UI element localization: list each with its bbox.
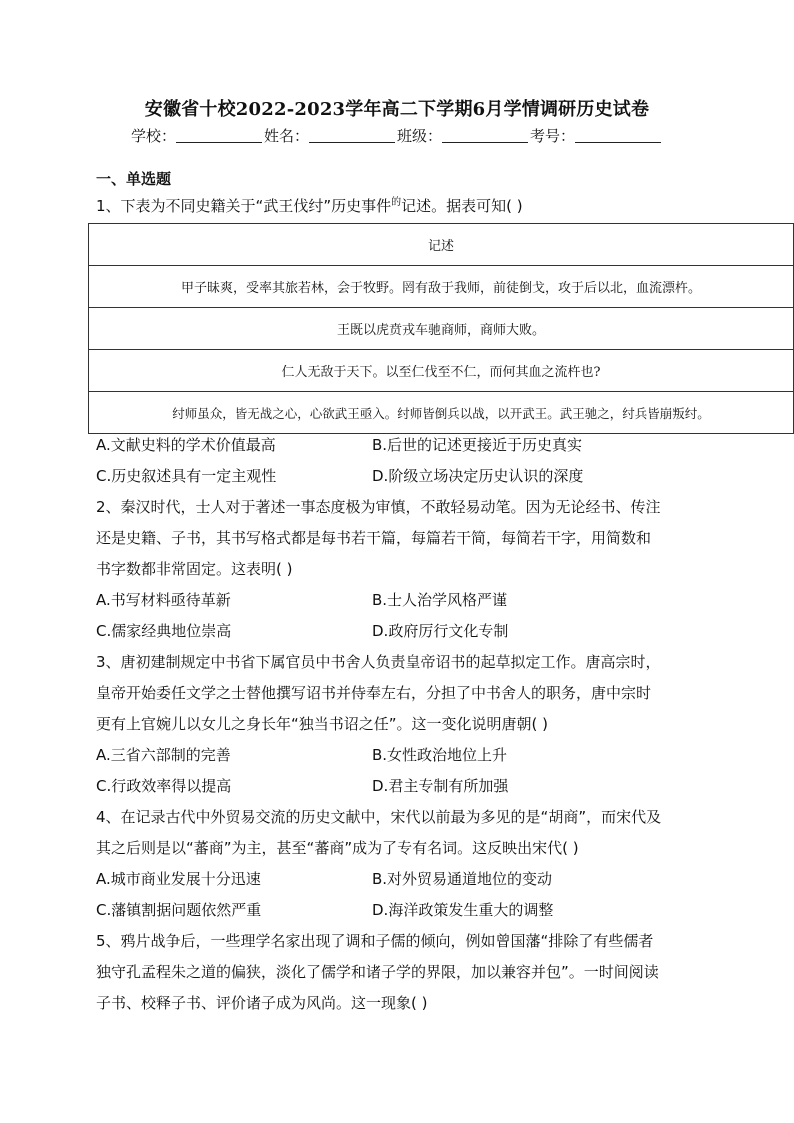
question-5-line: 独守孔孟程朱之道的偏狭，淡化了儒学和诸子学的界限，加以兼容并包”。一时间阅读 bbox=[96, 963, 659, 981]
name-label: 姓名： bbox=[263, 127, 309, 145]
option-d[interactable]: D.君主专制有所加强 bbox=[372, 777, 509, 795]
name-blank bbox=[309, 126, 395, 143]
question-4-options bbox=[96, 864, 716, 926]
question-2-line: 2、秦汉时代，士人对于著述一事态度极为审慎，不敢轻易动笔。因为无论经书、传注 bbox=[96, 498, 661, 516]
table-header-row bbox=[89, 224, 794, 266]
option-row bbox=[96, 864, 716, 895]
option-row bbox=[96, 616, 716, 647]
option-b[interactable]: B.女性政治地位上升 bbox=[372, 746, 508, 764]
question-3-line: 更有上官婉儿以女儿之身长年“独当书诏之任”。这一变化说明唐朝( ) bbox=[96, 715, 549, 733]
page-title: 安徽省十校2022-2023学年高二下学期6月学情调研历史试卷 bbox=[144, 99, 650, 120]
question-2-line: 还是史籍、子书，其书写格式都是每书若干篇，每篇若干简，每简若干字，用简数和 bbox=[96, 529, 652, 547]
table-row bbox=[89, 308, 794, 350]
question-3-line: 皇帝开始委任文学之士替他撰写诏书并侍奉左右，分担了中书舍人的职务，唐中宗时 bbox=[96, 684, 652, 702]
question-5-line: 5、鸦片战争后，一些理学名家出现了调和子儒的倾向，例如曾国藩“排除了有些儒者 bbox=[96, 932, 654, 950]
table-cell: 王既以虎贲戎车驰商师，商师大败。 bbox=[89, 308, 794, 350]
option-a[interactable]: A.三省六部制的完善 bbox=[96, 746, 231, 764]
table-cell: 纣师虽众，皆无战之心，心欲武王亟入。纣师皆倒兵以战，以开武王。武王驰之，纣兵皆崩叛纣。 bbox=[89, 392, 794, 434]
option-row bbox=[96, 461, 716, 492]
option-row bbox=[96, 585, 716, 616]
table-row bbox=[89, 392, 794, 434]
option-b[interactable]: B.士人治学风格严谨 bbox=[372, 591, 508, 609]
school-label: 学校： bbox=[130, 127, 176, 145]
question-4-line: 4、在记录古代中外贸易交流的历史文献中，宋代以前最为多见的是“胡商”，而宋代及 bbox=[96, 808, 662, 826]
option-c[interactable]: C.行政效率得以提高 bbox=[96, 777, 232, 795]
option-row bbox=[96, 430, 716, 461]
option-row bbox=[96, 740, 716, 771]
question-2-line: 书字数都非常固定。这表明( ) bbox=[96, 560, 293, 578]
question-5-line: 子书、校释子书、评价诸子成为风尚。这一现象( ) bbox=[96, 994, 428, 1012]
question-3-options bbox=[96, 740, 716, 802]
option-a[interactable]: A.城市商业发展十分迅速 bbox=[96, 870, 261, 888]
table-cell: 仁人无敌于天下。以至仁伐至不仁，而何其血之流杵也? bbox=[89, 350, 794, 392]
option-a[interactable]: A.文献史料的学术价值最高 bbox=[96, 436, 276, 454]
question-3-line: 3、唐初建制规定中书省下属官员中书舍人负责皇帝诏书的起草拟定工作。唐高宗时， bbox=[96, 653, 661, 671]
option-a[interactable]: A.书写材料亟待革新 bbox=[96, 591, 231, 609]
question-3-stem bbox=[96, 647, 716, 740]
question-1-options bbox=[96, 430, 716, 492]
option-d[interactable]: D.海洋政策发生重大的调整 bbox=[372, 901, 554, 919]
question-2-stem bbox=[96, 492, 716, 585]
option-row bbox=[96, 771, 716, 802]
table-header-cell: 记述 bbox=[89, 224, 794, 266]
option-c[interactable]: C.儒家经典地位崇高 bbox=[96, 622, 232, 640]
option-c[interactable]: C.历史叙述具有一定主观性 bbox=[96, 467, 277, 485]
table-row bbox=[89, 350, 794, 392]
class-label: 班级： bbox=[397, 127, 443, 145]
student-info-line bbox=[0, 126, 794, 146]
class-blank bbox=[442, 126, 528, 143]
question-2-options bbox=[96, 585, 716, 647]
table-cell: 甲子昧爽，受率其旅若林，会于牧野。罔有敌于我师，前徒倒戈，攻于后以北，血流漂杵。 bbox=[89, 266, 794, 308]
option-c[interactable]: C.藩镇割据问题依然严重 bbox=[96, 901, 262, 919]
option-b[interactable]: B.对外贸易通道地位的变动 bbox=[372, 870, 553, 888]
question-1-line: 1、下表为不同史籍关于“武王伐纣”历史事件$^的$记述。据表可知( ) bbox=[96, 197, 523, 215]
option-d[interactable]: D.政府厉行文化专制 bbox=[372, 622, 509, 640]
option-b[interactable]: B.后世的记述更接近于历史真实 bbox=[372, 436, 583, 454]
question-1-sup: 的 bbox=[391, 197, 402, 208]
exam-no-label: 考号： bbox=[530, 127, 576, 145]
option-row bbox=[96, 895, 716, 926]
school-blank bbox=[176, 126, 262, 143]
option-d[interactable]: D.阶级立场决定历史认识的深度 bbox=[372, 467, 584, 485]
source-table bbox=[88, 223, 794, 434]
question-4-line: 其之后则是以“蕃商”为主，甚至“蕃商”成为了专有名词。这反映出宋代( ) bbox=[96, 839, 579, 857]
question-5-stem bbox=[96, 926, 716, 1019]
section-heading: 一、单选题 bbox=[96, 170, 172, 188]
question-4-stem bbox=[96, 802, 716, 864]
question-1-stem bbox=[96, 187, 716, 222]
table-row bbox=[89, 266, 794, 308]
exam-no-blank bbox=[575, 126, 661, 143]
